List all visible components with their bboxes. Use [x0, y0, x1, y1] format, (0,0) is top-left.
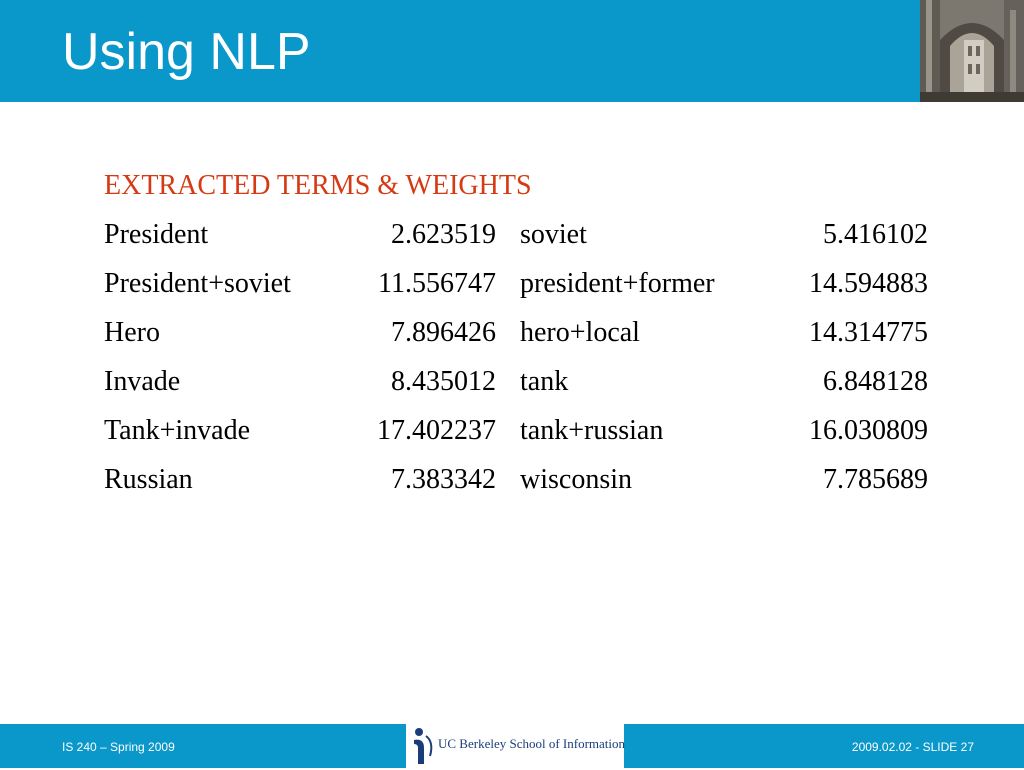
- course-label: IS 240 – Spring 2009: [62, 740, 175, 754]
- term-1: Tank+invade: [104, 415, 251, 446]
- slide-title: Using NLP: [62, 23, 311, 81]
- footer-bar: [0, 724, 1024, 768]
- term-1: President+soviet: [104, 268, 291, 299]
- school-logo: [406, 724, 624, 768]
- term-1: Russian: [104, 464, 193, 495]
- weight-2: 7.785689: [823, 464, 928, 495]
- term-row: [104, 406, 964, 455]
- term-row: [104, 357, 964, 406]
- terms-content: [104, 162, 964, 504]
- weight-2: 6.848128: [823, 366, 928, 397]
- term-row: [104, 259, 964, 308]
- term-1: Hero: [104, 317, 160, 348]
- weight-1: 17.402237: [377, 415, 496, 446]
- header-bar: [0, 0, 1024, 102]
- section-heading: EXTRACTED TERMS & WEIGHTS: [104, 170, 532, 201]
- weight-1: 7.383342: [391, 464, 496, 495]
- school-logo-text: UC Berkeley School of Information: [438, 736, 626, 751]
- weight-2: 5.416102: [823, 219, 928, 250]
- term-row: [104, 210, 964, 259]
- weight-1: 11.556747: [378, 268, 496, 299]
- term-2: soviet: [520, 219, 587, 250]
- term-1: President: [104, 219, 209, 250]
- campus-building-photo: [920, 0, 1024, 102]
- weight-1: 7.896426: [391, 317, 496, 348]
- ischool-logo-icon: [410, 726, 436, 766]
- weight-1: 8.435012: [391, 366, 496, 397]
- term-row: [104, 455, 964, 504]
- weight-1: 2.623519: [391, 219, 496, 250]
- term-2: wisconsin: [520, 464, 632, 495]
- term-2: tank+russian: [520, 415, 664, 446]
- term-2: hero+local: [520, 317, 640, 348]
- term-2: president+former: [520, 268, 715, 299]
- slide-number: 2009.02.02 - SLIDE 27: [851, 740, 974, 754]
- weight-2: 14.314775: [809, 317, 928, 348]
- term-1: Invade: [104, 366, 181, 397]
- term-row: [104, 308, 964, 357]
- term-2: tank: [520, 366, 569, 397]
- weight-2: 14.594883: [809, 268, 928, 299]
- weight-2: 16.030809: [809, 415, 928, 446]
